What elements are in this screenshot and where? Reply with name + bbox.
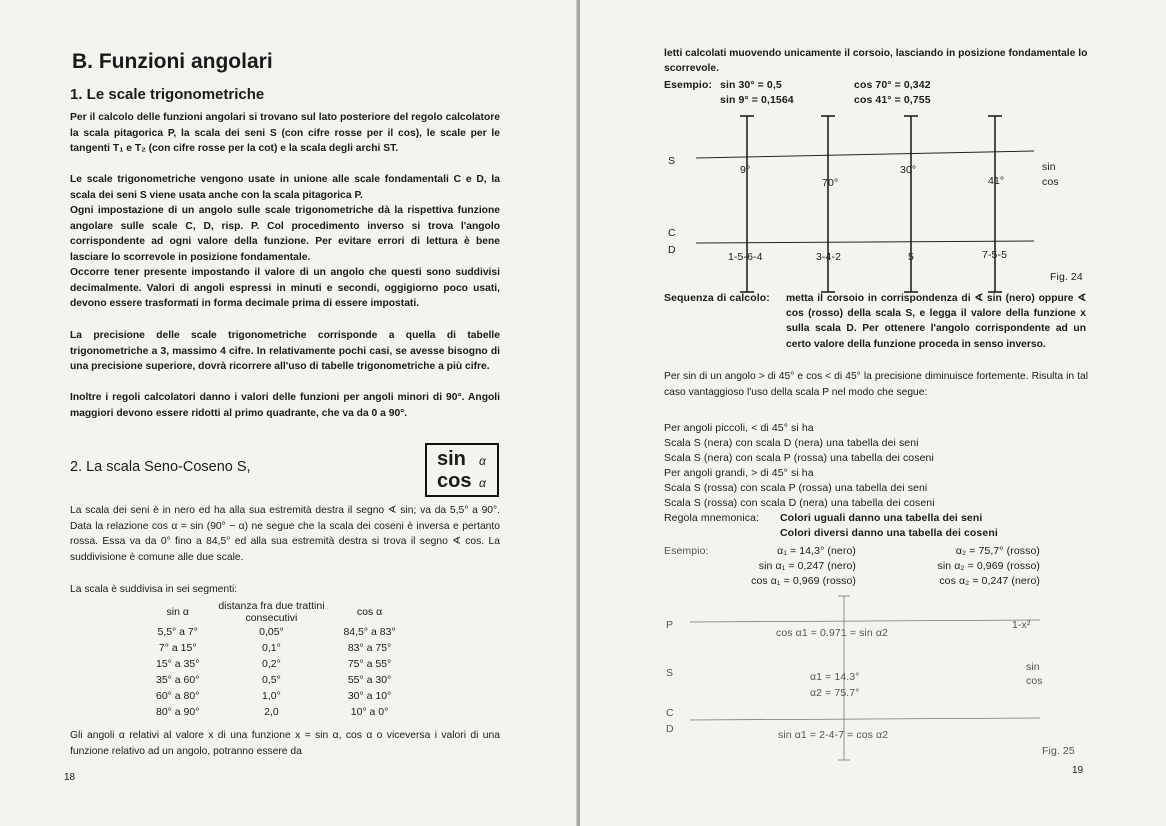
table-cell: 75° a 55° — [347, 658, 392, 670]
fig24-scale-s: S — [668, 155, 676, 167]
rule-line: Per angoli grandi, > di 45° si ha — [664, 467, 814, 479]
table-cell: 1,0° — [262, 690, 281, 702]
fig25-p-right: 1-x² — [1012, 619, 1031, 631]
paragraph-3: Ogni impostazione di un angolo sulle scale trigonometriche dà la rispettiva funzione angolare sulle scale C, D, risp. P. Col procedimento inverso si trova l'angolo corrispondente ad ogni valore della funzione. Per evitare errori di lettura è bene lasciare lo scorrevole in posizione fondamentale. — [70, 205, 500, 263]
table-cell: 30° a 10° — [347, 690, 392, 702]
fig24-caption: Fig. 24 — [1050, 271, 1083, 283]
fig24-angle: 70° — [822, 177, 839, 189]
chapter-title: B. Funzioni angolari — [72, 50, 273, 73]
range-paragraph: Per sin di un angolo > di 45° e cos < di 45° la precisione diminuisce fortemente. Risulta in tal caso vantaggioso l'uso della scala P nel modo che segue: — [664, 371, 1088, 398]
example2-right: α₂ = 75,7° (rosso) — [955, 545, 1040, 557]
section-heading-2: 2. La scala Seno-Coseno S, — [70, 459, 251, 475]
table-cell: 0,2° — [262, 658, 281, 670]
example-1: sin 30° = 0,5 — [720, 79, 782, 91]
fig25-alpha1: α1 = 14.3° — [810, 671, 860, 683]
fig24-scale-c: C — [668, 227, 676, 239]
paragraph-8: La scala è suddivisa in sei segmenti: — [70, 584, 238, 595]
example-2: sin 9° = 0,1564 — [720, 94, 794, 106]
sequence-label: Sequenza di calcolo: — [664, 292, 770, 304]
fig25-alpha2: α2 = 75.7° — [810, 687, 860, 699]
fig24-d-value: 5 — [908, 251, 914, 263]
table-cell: 83° a 75° — [347, 642, 392, 654]
example2-left: α₁ = 14,3° (nero) — [777, 545, 856, 557]
table-row — [150, 640, 402, 656]
table-header-row — [150, 600, 402, 624]
table-cell: 10° a 0° — [350, 706, 389, 718]
table-row — [150, 656, 402, 672]
example-label: Esempio: — [664, 79, 713, 91]
example2-right: sin α₂ = 0,969 (rosso) — [937, 560, 1040, 572]
rule-line: Scala S (rossa) con scala D (nera) una tabella dei coseni — [664, 497, 935, 509]
fig25-scale-d: D — [666, 723, 674, 735]
mnemonic-label: Regola mnemonica: — [664, 512, 760, 524]
table-cell: 60° a 80° — [156, 690, 200, 702]
rule-line: Per angoli piccoli, < di 45° si ha — [664, 422, 814, 434]
page-number-left: 18 — [64, 772, 76, 783]
example-3: cos 70° = 0,342 — [854, 79, 931, 91]
fig25-scale-p: P — [666, 619, 674, 631]
fig24-angle: 41° — [988, 175, 1005, 187]
table-cell: 0,1° — [262, 642, 281, 654]
fig24-angle: 9° — [740, 164, 751, 176]
table-header: sin α — [166, 606, 189, 618]
page-number-right: 19 — [1072, 765, 1084, 776]
fig25-cos-label: cos — [1026, 675, 1043, 687]
fig25-scale-c: C — [666, 707, 674, 719]
table-row — [150, 688, 402, 704]
table-header: distanza fra due trattini consecutivi — [218, 600, 325, 624]
fig24-cos-label: cos — [1042, 176, 1059, 188]
table-row — [150, 704, 402, 720]
table-row — [150, 624, 402, 640]
fig24-sin-label: sin — [1042, 161, 1056, 173]
paragraph-5: La precisione delle scale trigonometriche corrisponde a quella di tabelle trigonometriche a 3, massimo 4 cifre. In relativamente pochi casi, se avesse bisogno di una precisione superiore, dovrà ricorrere all'uso di tabelle trigonometriche a più cifre. — [70, 330, 500, 373]
fig25-p-label: cos α1 = 0.971 = sin α2 — [776, 627, 888, 639]
sin-cos-scale-box — [425, 443, 499, 497]
table-cell: 5,5° a 7° — [157, 626, 198, 638]
example-4: cos 41° = 0,755 — [854, 94, 931, 106]
sequence-text: metta il corsoio in corrispondenza di ∢ sin (nero) oppure ∢ cos (rosso) della scala S, e legga il valore della funzione x sulla scala D. Per ottenere l'angolo corrispondente ad un certo valore della funzione proceda in senso inverso. — [786, 293, 1086, 350]
mnemonic-line-1: Colori uguali danno una tabella dei seni — [780, 512, 983, 524]
paragraph-4: Occorre tener presente impostando il valore di un angolo che questi sono suddivisi decimalmente. Valori di angoli espressi in minuti e secondi, oggigiorno poco usati, devono essere trasformati in forma decimale prima di essere impostati. — [70, 267, 500, 310]
table-cell: 7° a 15° — [158, 642, 197, 654]
fig24-d-value: 1-5-6-4 — [728, 251, 763, 263]
fig25-sin-label: sin — [1026, 661, 1040, 673]
table-cell: 55° a 30° — [347, 674, 392, 686]
table-cell: 84,5° a 83° — [343, 626, 396, 638]
fig24-angle: 30° — [900, 164, 917, 176]
paragraph-6: Inoltre i regoli calcolatori danno i valori delle funzioni per angoli minori di 90°. Angoli maggiori devono essere ridotti al primo quadrante, che va da 0 a 90°. — [70, 392, 500, 419]
table-cell: 80° a 90° — [156, 706, 200, 718]
table-cell: 0,05° — [259, 626, 284, 638]
fig24-d-value: 3-4-2 — [816, 251, 842, 263]
example2-right: cos α₂ = 0,247 (nero) — [939, 575, 1040, 587]
table-cell: 15° a 35° — [156, 658, 200, 670]
rule-line: Scala S (rossa) con scala P (rossa) una tabella dei seni — [664, 482, 928, 494]
box-alpha-1: α — [479, 454, 486, 468]
box-alpha-2: α — [479, 476, 486, 490]
table-row — [150, 672, 402, 688]
left-page — [0, 0, 578, 826]
table-cell: 35° a 60° — [156, 674, 200, 686]
example2-left: sin α₁ = 0,247 (nero) — [758, 560, 856, 572]
paragraph-2: Le scale trigonometriche vengono usate in unione alle scale fondamentali C e D, la scala dei seni S viene usata anche con la scala pitagorica P. — [70, 174, 500, 201]
fig25-caption: Fig. 25 — [1042, 745, 1075, 757]
fig25-scale-s: S — [666, 667, 674, 679]
rule-line: Scala S (nera) con scala D (nera) una tabella dei seni — [664, 437, 919, 449]
fig25-d-label: sin α1 = 2-4-7 = cos α2 — [778, 729, 889, 741]
fig24-d-value: 7-5-5 — [982, 249, 1008, 261]
paragraph-1: Per il calcolo delle funzioni angolari si trovano sul lato posteriore del regolo calcolatore la scala pitagorica P, la scala dei seni S (con cifre rosse per il cos), le scale per le tangenti T₁ e T₂ (con cifre rosse per la cot) e la scala degli archi ST. — [70, 112, 500, 155]
box-sin-label: sin — [437, 448, 466, 470]
box-cos-label: cos — [437, 470, 472, 492]
right-page — [580, 0, 1166, 826]
intro-text: letti calcolati muovendo unicamente il corsoio, lasciando in posizione fondamentale lo scorrevole. — [664, 48, 1088, 74]
fig24-scale-d: D — [668, 244, 676, 256]
mnemonic-line-2: Colori diversi danno una tabella dei coseni — [780, 527, 998, 539]
segments-table — [150, 600, 402, 720]
section-heading-1: 1. Le scale trigonometriche — [70, 86, 265, 103]
example2-left: cos α₁ = 0,969 (rosso) — [751, 575, 856, 587]
table-cell: 0,5° — [262, 674, 281, 686]
rule-line: Scala S (nera) con scala P (rossa) una tabella dei coseni — [664, 452, 934, 464]
table-cell: 2,0 — [264, 706, 279, 718]
paragraph-7: La scala dei seni è in nero ed ha alla sua estremità destra il segno ∢ sin; va da 5,5° a 90°. Data la relazione cos α = sin (90° − α) ne segue che la scala dei coseni è inversa e pertanto rossa. Essa va da 0° fino a 84,5° ed alla sua estremità destra si trova il segno ∢ cos. La suddivisione è comune alle due scale. — [70, 505, 500, 563]
example2-label: Esempio: — [664, 545, 709, 557]
table-header: cos α — [356, 606, 383, 618]
paragraph-9: Gli angoli α relativi al valore x di una funzione x = sin α, cos α o viceversa i valori di una funzione relativo ad un angolo, potranno essere da — [70, 730, 500, 757]
